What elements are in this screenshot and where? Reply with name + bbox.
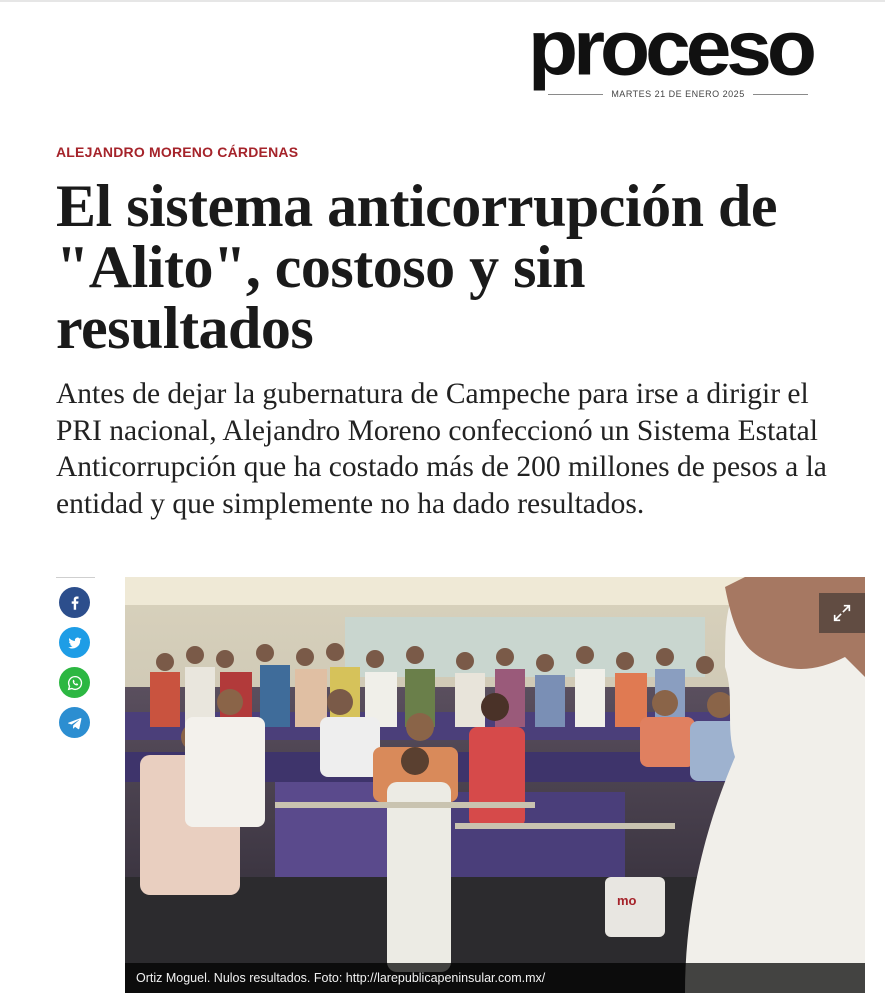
article-photo[interactable]	[125, 577, 865, 993]
twitter-icon	[66, 634, 84, 652]
congress-hall-photo	[125, 577, 865, 993]
masthead-dateline	[548, 86, 808, 102]
share-facebook-button[interactable]	[59, 587, 90, 618]
expand-icon	[831, 602, 853, 624]
article-headline: El sistema anticorrupción de "Alito", costoso y sin resultados	[56, 173, 777, 361]
expand-photo-button[interactable]	[819, 593, 865, 633]
cup-logo-text: mo	[617, 893, 637, 908]
share-whatsapp-button[interactable]	[59, 667, 90, 698]
dateline-rule-right	[753, 94, 808, 95]
dateline-rule-left	[548, 94, 603, 95]
photo-caption: Ortiz Moguel. Nulos resultados. Foto: http://larepublicapeninsular.com.mx/	[125, 963, 865, 993]
share-divider	[56, 577, 95, 578]
top-border	[0, 0, 885, 2]
share-twitter-button[interactable]	[59, 627, 90, 658]
article-summary: Antes de dejar la gubernatura de Campeche para irse a dirigir el PRI nacional, Alejandro Moreno confeccionó un Sistema Estatal Anticorrupción que ha costado más de 200 millones de pesos a la entidad y que simplemente no ha dado resultados.	[56, 378, 827, 520]
share-telegram-button[interactable]	[59, 707, 90, 738]
masthead-date: MARTES 21 DE ENERO 2025	[611, 89, 745, 99]
whatsapp-icon	[66, 674, 84, 692]
facebook-icon	[66, 594, 84, 612]
telegram-icon	[66, 714, 84, 732]
section-tag[interactable]: ALEJANDRO MORENO CÁRDENAS	[56, 144, 299, 160]
site-logo[interactable]: proceso	[528, 5, 812, 92]
